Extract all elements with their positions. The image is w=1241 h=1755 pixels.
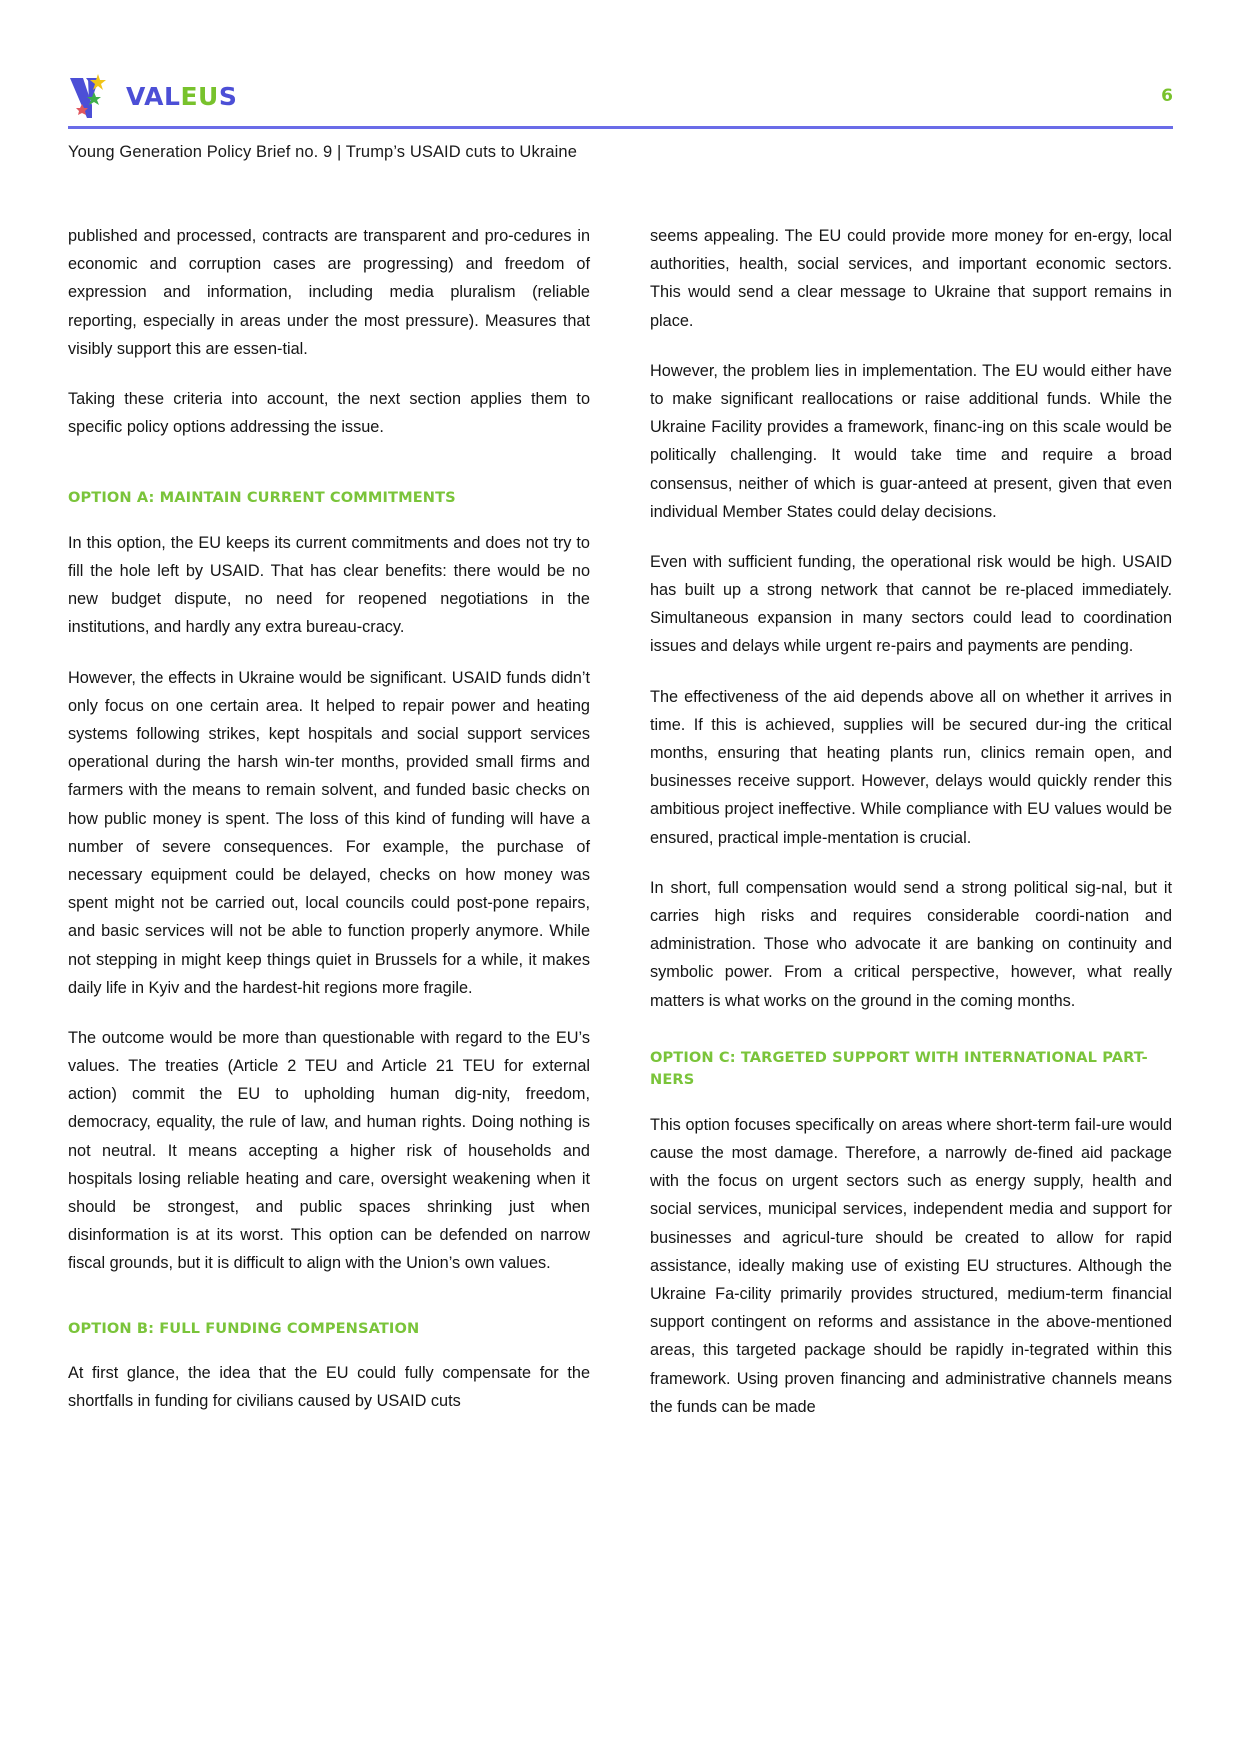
- paragraph: This option focuses specifically on areas where short-term fail-ure would cause the most damage. Therefore, a narrowly de-fined aid package with the focus on urgent sectors such as energy supply, health and social services, municipal services, independent media and support for businesses and agricul-ture should be created to allow for rapid assistance, ideally making use of existing EU structures. Although the Ukraine Fa-cility primarily provides structured, medium-term financial support contingent on reforms and assistance in the above-mentioned areas, this targeted package should be rapidly in-tegrated within this framework. Using proven financing and administrative channels means the funds can be made: [650, 1115, 1172, 1416]
- option-a-heading: OPTION A: MAINTAIN CURRENT COMMITMENTS: [68, 489, 456, 507]
- paragraph: In short, full compensation would send a strong political sig-nal, but it carries high risks and requires considerable coordi-nation and administration. Those who advocate it are banking on continuity and symbolic power. From a critical perspective, however, what really matters is what works on the ground in the coming months.: [650, 878, 1172, 1010]
- wordmark-eu: EU: [180, 81, 219, 111]
- valeus-logo: [68, 72, 237, 120]
- paragraph: However, the effects in Ukraine would be significant. USAID funds didn’t only focus on one certain area. It helped to repair power and heating systems following strikes, kept hospitals and social support services operational during the harsh win-ter months, provided small firms and farmers with the means to remain solvent, and funded basic checks on how public money is spent. The loss of this kind of funding will have a number of severe consequences. For example, the purchase of necessary equipment could be delayed, checks on how money was spent might not be carried out, local councils could post-pone repairs, and basic services will not be able to function properly anymore. While not stepping in might keep things quiet in Brussels for a while, it makes daily life in Kyiv and the hardest-hit regions more fragile.: [68, 668, 590, 997]
- paragraph: At first glance, the idea that the EU could fully compensate for the shortfalls in funding for civilians caused by USAID cuts: [68, 1364, 590, 1411]
- paragraph: Taking these criteria into account, the next section applies them to specific policy options addressing the issue.: [68, 389, 590, 437]
- wordmark-s: S: [218, 81, 238, 111]
- left-column: [68, 222, 590, 1421]
- header-row: [68, 70, 1173, 122]
- paragraph: seems appealing. The EU could provide more money for en-ergy, local authorities, health, social services, and important economic sectors. This would send a clear message to Ukraine that support remains in place.: [650, 227, 1172, 330]
- page-number: 6: [1161, 85, 1173, 106]
- document-subtitle: Young Generation Policy Brief no. 9 | Trump’s USAID cuts to Ukraine: [68, 143, 577, 161]
- paragraph: published and processed, contracts are transparent and pro-cedures in economic and corruption cases are progressing) and freedom of expression and information, including media pluralism (reliable reporting, especially in areas under the most pressure). Measures that visibly support this are essen-tial.: [68, 227, 590, 358]
- paragraph: The effectiveness of the aid depends above all on whether it arrives in time. If this is achieved, supplies will be secured dur-ing the critical months, ensuring that heating plants run, clinics remain open, and businesses receive support. However, delays would quickly render this ambitious project ineffective. While compliance with EU values would be ensured, practical imple-mentation is crucial.: [650, 687, 1172, 847]
- option-c-heading: OPTION C: TARGETED SUPPORT WITH INTERNATIONAL PART-NERS: [650, 1048, 1148, 1089]
- option-b-heading: OPTION B: FULL FUNDING COMPENSATION: [68, 1319, 420, 1337]
- paragraph: Even with sufficient funding, the operational risk would be high. USAID has built up a strong network that cannot be re-placed immediately. Simultaneous expansion in many sectors could lead to coordination issues and delays while urgent re-pairs and payments are pending.: [650, 552, 1172, 656]
- page-header: [68, 70, 1173, 132]
- paragraph: The outcome would be more than questionable with regard to the EU’s values. The treaties (Article 2 TEU and Article 21 TEU for external action) commit the EU to upholding human dig-nity, freedom, democracy, equality, the rule of law, and human rights. Doing nothing is not neutral. It means accepting a higher risk of households and hospitals losing reliable heating and care, oversight weakening when it should be strongest, and public spaces shrinking just when disinformation is at its worst. This option can be defended on narrow fiscal grounds, but it is difficult to align with the Union’s own values.: [68, 1028, 590, 1273]
- paragraph: In this option, the EU keeps its current commitments and does not try to fill the hole left by USAID. That has clear benefits: there would be no new budget dispute, no need for reopened negotiations in the institutions, and hardly any extra bureau-cracy.: [68, 533, 590, 637]
- valeus-v-star-icon: [68, 72, 116, 120]
- wordmark-val: VAL: [126, 81, 181, 111]
- two-column-body: [68, 222, 1173, 1421]
- right-column: [650, 222, 1172, 1421]
- paragraph: However, the problem lies in implementation. The EU would either have to make significant reallocations or raise additional funds. While the Ukraine Facility provides a framework, financ-ing on this scale would be politically challenging. It would take time and require a broad consensus, neither of which is guar-anteed at present, given that even individual Member States could delay decisions.: [650, 361, 1172, 521]
- header-divider: [68, 126, 1173, 129]
- valeus-wordmark: [126, 81, 238, 111]
